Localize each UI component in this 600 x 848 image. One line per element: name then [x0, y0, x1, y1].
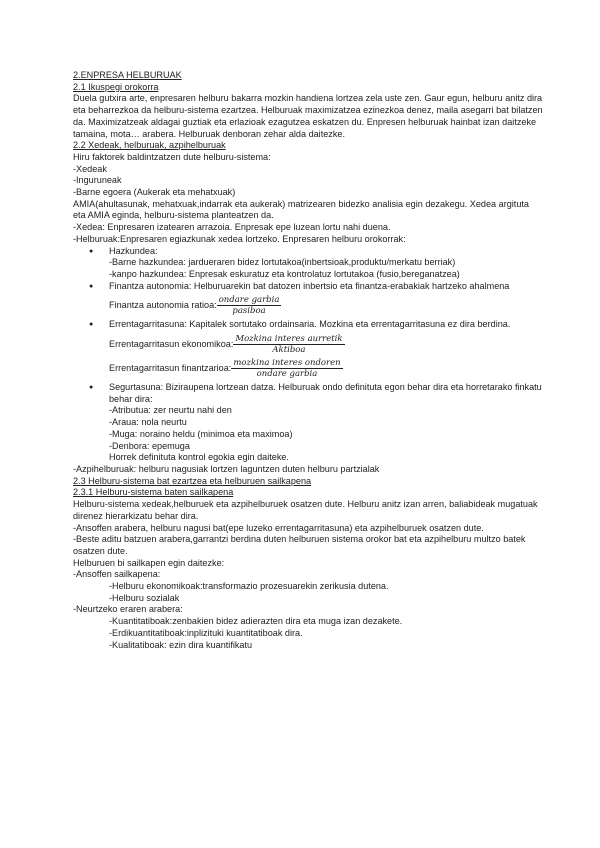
subsection-title: 2.2 Xedeak, helburuak, azpihelburuak: [73, 140, 226, 151]
bullet-text: ● Errentagarritasuna: Kapitalek sortutako ordainsaria. Mozkina eta errentagarritasuna ez dira berdina.: [109, 319, 511, 330]
bullet-title: ● Hazkundea:: [109, 245, 158, 256]
sub-item: -Araua: nola neurtu: [109, 417, 187, 428]
bullet-text: ● Segurtasuna: Biziraupena lortzean datza. Helburuak ondo definituta egon behar dira eta horretarako finkatu behar dira:: [109, 382, 542, 404]
list-item: [73, 281, 543, 317]
sub-item: -Muga: noraino heldu (minimoa eta maximoa): [109, 428, 293, 439]
list-item: [73, 246, 543, 281]
subsection-title: 2.3.1 Helburu-sistema baten sailkapena: [73, 487, 234, 498]
definition: -Helburuak:Enpresaren egiazkunak xedea lortzeko. Enpresaren helburu orokorrak:: [73, 233, 406, 244]
sub-item: -Kuantitatiboak:zenbakien bidez adierazten dira eta muga izan dezakete.: [109, 616, 403, 627]
paragraph: Hiru faktorek baldintzatzen dute helburu-sistema:: [73, 151, 271, 162]
denominator: ondare garbia: [256, 369, 318, 380]
definition: -Azpihelburuak: helburu nagusiak lortzen laguntzen duten helburu partzialak: [73, 463, 380, 474]
bullet-text: ● Finantza autonomia: Helburuarekin bat datozen inbertsio eta finantza-erabakiak hartzeko ahalmena: [109, 280, 510, 291]
paragraph: Helburu-sistema xedeak,helburuek eta azpihelburuek osatzen dute. Helburu anitz izan arren, baliabideak mugatuak direnez hierarkizatu behar dira.: [73, 499, 538, 521]
sub-item: -Denbora: epemuga: [109, 440, 190, 451]
formula-label: Errentagarritasun ekonomikoa:: [109, 338, 234, 349]
list-item: -Inguruneak: [73, 175, 122, 186]
list-item: -Xedeak: [73, 163, 107, 174]
subsection-title: 2.3 Helburu-sistema bat ezartzea eta helburuen sailkapena: [73, 475, 312, 486]
section-title: 2.ENPRESA HELBURUAK: [73, 70, 182, 80]
paragraph: -Beste aditu batzuen arabera,garrantzi berdina duten helburuen sistema orokor bat eta azpihelburu multzo batek osatzen dute.: [73, 534, 526, 556]
paragraph: -Ansoffen arabera, helburu nagusi bat(epe luzeko errentagarritasuna) eta azpihelburuek osatzen dute.: [73, 522, 484, 533]
paragraph: Helburuen bi sailkapen egin daitezke:: [73, 557, 225, 568]
fraction: [233, 334, 344, 355]
definition: -Xedea: Enpresaren izatearen arrazoia. Enpresak epe luzean lortu nahi duena.: [73, 222, 391, 233]
sub-item: -Helburu sozialak: [109, 592, 180, 603]
formula-label: Errentagarritasun finantzarioa:: [109, 362, 232, 373]
sub-item: Horrek definituta kontrol egokia egin daiteke.: [109, 452, 289, 463]
numerator: mozkina interes ondoren: [233, 358, 341, 369]
formula: [109, 295, 543, 316]
sub-item: -Kualitatiboak: ezin dira kuantifikatu: [109, 639, 253, 650]
denominator: pasiboa: [232, 306, 266, 317]
subsection-title: 2.1 Ikuspegi orokorra: [73, 81, 159, 92]
formula: [109, 334, 543, 355]
sub-item: -Erdikuantitatiboak:inplizituki kuantitatiboak dira.: [109, 627, 303, 638]
sub-item: -kanpo hazkundea: Enpresak eskuratuz eta kontrolatuz lortutakoa (fusio,bereganatzea): [109, 268, 460, 279]
numerator: ondare garbia: [218, 295, 280, 306]
formula: [109, 358, 543, 379]
list-item: -Barne egoera (Aukerak eta mehatxuak): [73, 187, 236, 198]
list-item: [73, 382, 543, 464]
sub-item: -Helburu ekonomikoak:transformazio prozesuarekin zerikusia dutena.: [109, 581, 389, 592]
paragraph: Duela gutxira arte, enpresaren helburu bakarra mozkin handiena lortzea zela uste zen. Gaur egun, helburu anitz dira eta beharrezkoa da helburu-sistema ezartzea. Helburuak maximizatzea ezinezkoa denez, maila asegarri bat bilatzen da. Maximizatzeak aldagai guztiak eta erlazioak ezagutzea eskatzen du. Enpresen helburuak hainbat izan daitzeke tamaina, mota… arabera. Helburuak denboran zehar alda daitezke.: [73, 93, 543, 139]
paragraph: AMIA(ahultasunak, mehatxuak,indarrak eta aukerak) matrizearen bidezko analisia egin dezakegu. Xedea argituta eta AMIA eginda, helburu-sistema planteatzen da.: [73, 198, 529, 221]
formula-label: Finantza autonomia ratioa:: [109, 300, 217, 310]
fraction: [231, 358, 342, 379]
fraction: [217, 295, 282, 316]
document-page: [73, 70, 543, 651]
list-heading: -Ansoffen sailkapena:: [73, 569, 161, 580]
denominator: Aktiboa: [272, 345, 306, 356]
numerator: Mozkina interes aurretik: [235, 334, 343, 345]
sub-item: -Atributua: zer neurtu nahi den: [109, 405, 232, 416]
goal-list: [73, 246, 543, 464]
list-item: [73, 319, 543, 379]
list-heading: -Neurtzeko eraren arabera:: [73, 604, 183, 615]
sub-item: -Barne hazkundea: jardueraren bidez lortutakoa(inbertsioak,produktu/merkatu berriak): [109, 257, 456, 268]
